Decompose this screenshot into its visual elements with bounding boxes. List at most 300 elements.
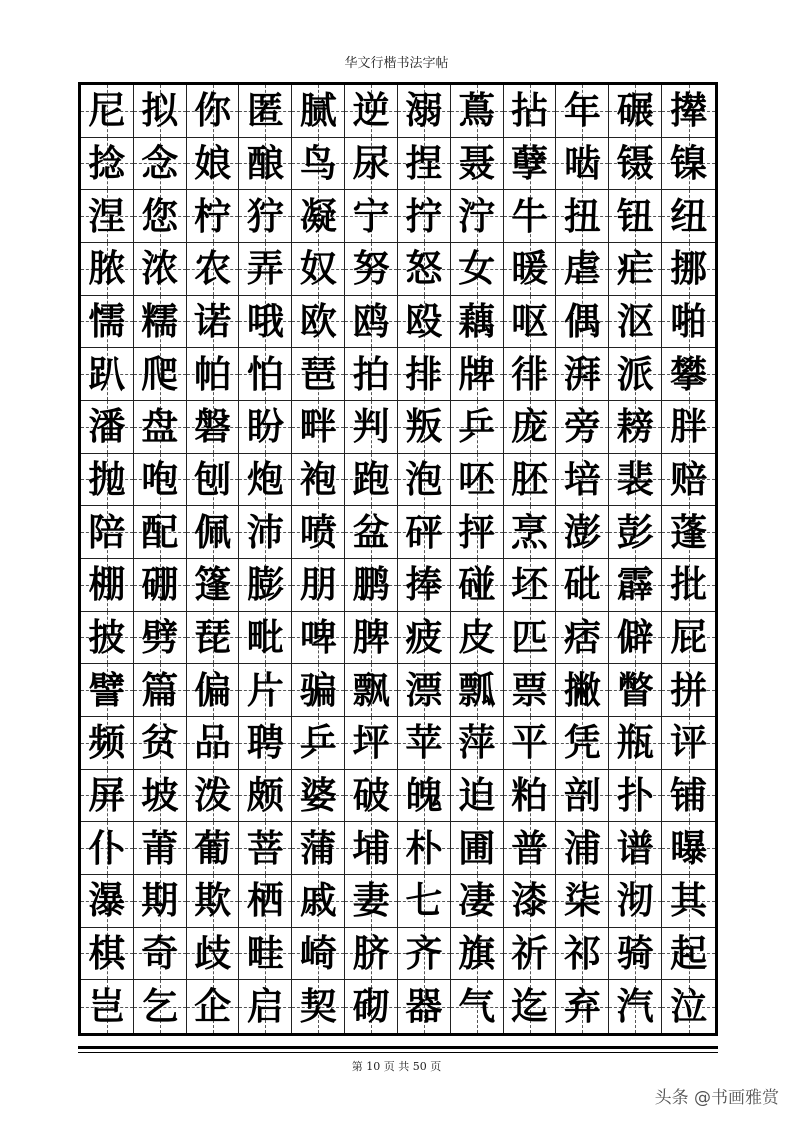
calligraphy-character: 培: [563, 456, 601, 501]
grid-cell: [81, 770, 134, 823]
grid-cell: [134, 85, 187, 138]
grid-cell: [345, 506, 398, 559]
grid-cell: [81, 454, 134, 507]
calligraphy-character: 镍: [670, 140, 708, 185]
grid-cell: [134, 243, 187, 296]
calligraphy-character: 湃: [563, 351, 601, 396]
calligraphy-character: 跑: [352, 456, 390, 501]
grid-cell: [187, 664, 240, 717]
calligraphy-character: 篷: [194, 562, 232, 607]
grid-cell: [239, 717, 292, 770]
grid-cell: [609, 454, 662, 507]
calligraphy-character: 盘: [141, 404, 179, 449]
grid-cell: [239, 875, 292, 928]
grid-cell: [292, 506, 345, 559]
calligraphy-character: 砰: [405, 509, 443, 554]
grid-cell: [239, 348, 292, 401]
calligraphy-character: 魄: [405, 772, 443, 817]
grid-cell: [292, 664, 345, 717]
grid-cell: [609, 717, 662, 770]
calligraphy-character: 盆: [352, 509, 390, 554]
grid-cell: [398, 928, 451, 981]
grid-cell: [239, 612, 292, 665]
grid-cell: [292, 85, 345, 138]
grid-cell: [398, 190, 451, 243]
grid-cell: [81, 717, 134, 770]
calligraphy-character: 孽: [511, 140, 549, 185]
grid-cell: [134, 822, 187, 875]
calligraphy-character: 起: [670, 930, 708, 975]
grid-cell: [662, 85, 715, 138]
calligraphy-character: 迫: [458, 772, 496, 817]
calligraphy-character: 弃: [563, 984, 601, 1029]
grid-cell: [398, 401, 451, 454]
grid-cell: [292, 401, 345, 454]
calligraphy-character: 你: [194, 88, 232, 133]
grid-cell: [504, 717, 557, 770]
calligraphy-character: 疲: [405, 614, 443, 659]
grid-cell: [134, 612, 187, 665]
grid-cell: [556, 401, 609, 454]
grid-cell: [662, 506, 715, 559]
grid-cell: [609, 243, 662, 296]
grid-cell: [81, 296, 134, 349]
calligraphy-character: 盼: [246, 404, 284, 449]
calligraphy-character: 仆: [88, 825, 126, 870]
calligraphy-character: 牛: [511, 193, 549, 238]
grid-cell: [609, 401, 662, 454]
grid-cell: [609, 138, 662, 191]
calligraphy-character: 脐: [352, 930, 390, 975]
calligraphy-character: 碾: [616, 88, 654, 133]
grid-cell: [345, 612, 398, 665]
calligraphy-character: 棚: [88, 562, 126, 607]
calligraphy-character: 咆: [141, 456, 179, 501]
grid-cell: [134, 190, 187, 243]
grid-cell: [81, 85, 134, 138]
grid-cell: [345, 717, 398, 770]
grid-cell: [398, 506, 451, 559]
grid-cell: [134, 770, 187, 823]
calligraphy-character: 澎: [563, 509, 601, 554]
calligraphy-character: 平: [511, 720, 549, 765]
calligraphy-character: 匹: [511, 614, 549, 659]
calligraphy-character: 气: [458, 984, 496, 1029]
grid-cell: [292, 243, 345, 296]
calligraphy-character: 琵: [194, 614, 232, 659]
calligraphy-character: 尼: [88, 88, 126, 133]
calligraphy-character: 歧: [194, 930, 232, 975]
calligraphy-character: 泡: [405, 456, 443, 501]
grid-cell: [345, 296, 398, 349]
grid-cell: [81, 980, 134, 1033]
calligraphy-character: 女: [458, 246, 496, 291]
calligraphy-character: 捻: [88, 140, 126, 185]
calligraphy-character: 企: [194, 984, 232, 1029]
grid-cell: [451, 770, 504, 823]
calligraphy-character: 裴: [616, 456, 654, 501]
grid-cell: [134, 138, 187, 191]
grid-cell: [187, 85, 240, 138]
grid-cell: [292, 559, 345, 612]
grid-cell: [239, 928, 292, 981]
calligraphy-character: 叛: [405, 404, 443, 449]
calligraphy-character: 泞: [458, 193, 496, 238]
grid-cell: [451, 875, 504, 928]
calligraphy-character: 捏: [405, 140, 443, 185]
calligraphy-character: 努: [352, 246, 390, 291]
grid-cell: [345, 348, 398, 401]
calligraphy-character: 碰: [458, 562, 496, 607]
grid-cell: [662, 770, 715, 823]
calligraphy-character: 鸥: [352, 298, 390, 343]
calligraphy-character: 刨: [194, 456, 232, 501]
grid-cell: [556, 190, 609, 243]
grid-cell: [451, 664, 504, 717]
grid-cell: [292, 612, 345, 665]
calligraphy-character: 拟: [141, 88, 179, 133]
calligraphy-character: 暖: [511, 246, 549, 291]
calligraphy-character: 炮: [246, 456, 284, 501]
calligraphy-character: 批: [670, 562, 708, 607]
grid-cell: [239, 664, 292, 717]
calligraphy-character: 喷: [299, 509, 337, 554]
grid-cell: [187, 348, 240, 401]
calligraphy-character: 蒲: [299, 825, 337, 870]
calligraphy-character: 启: [246, 984, 284, 1029]
calligraphy-character: 欺: [194, 878, 232, 923]
grid-cell: [187, 401, 240, 454]
grid-cell: [662, 928, 715, 981]
grid-cell: [187, 875, 240, 928]
calligraphy-character: 铺: [670, 772, 708, 817]
calligraphy-character: 屁: [670, 614, 708, 659]
calligraphy-character: 徘: [511, 351, 549, 396]
grid-cell: [609, 559, 662, 612]
grid-cell: [556, 980, 609, 1033]
calligraphy-character: 糯: [141, 298, 179, 343]
grid-cell: [292, 822, 345, 875]
calligraphy-character: 聘: [246, 720, 284, 765]
grid-cell: [451, 85, 504, 138]
calligraphy-character: 拧: [405, 193, 443, 238]
calligraphy-character: 戚: [299, 878, 337, 923]
grid-cell: [609, 506, 662, 559]
calligraphy-character: 婆: [299, 772, 337, 817]
calligraphy-character: 念: [141, 140, 179, 185]
grid-cell: [81, 348, 134, 401]
grid-cell: [345, 243, 398, 296]
grid-cell: [345, 559, 398, 612]
calligraphy-character: 瀑: [88, 878, 126, 923]
grid-cell: [451, 296, 504, 349]
grid-cell: [451, 559, 504, 612]
grid-cell: [292, 138, 345, 191]
calligraphy-character: 拼: [670, 667, 708, 712]
grid-cell: [451, 190, 504, 243]
grid-cell: [504, 454, 557, 507]
grid-cell: [451, 243, 504, 296]
calligraphy-character: 萍: [458, 720, 496, 765]
grid-cell: [504, 875, 557, 928]
calligraphy-character: 譬: [88, 667, 126, 712]
grid-cell: [451, 506, 504, 559]
calligraphy-character: 啮: [563, 140, 601, 185]
calligraphy-character: 奴: [299, 246, 337, 291]
grid-cell: [609, 928, 662, 981]
grid-cell: [81, 243, 134, 296]
calligraphy-character: 瓢: [458, 667, 496, 712]
calligraphy-character: 怒: [405, 246, 443, 291]
grid-cell: [662, 296, 715, 349]
grid-cell: [662, 664, 715, 717]
grid-cell: [662, 454, 715, 507]
calligraphy-character: 菩: [246, 825, 284, 870]
grid-cell: [556, 243, 609, 296]
calligraphy-character: 趴: [88, 351, 126, 396]
calligraphy-character: 贫: [141, 720, 179, 765]
grid-cell: [134, 506, 187, 559]
grid-cell: [662, 717, 715, 770]
calligraphy-character: 撇: [563, 667, 601, 712]
calligraphy-character: 颇: [246, 772, 284, 817]
grid-cell: [187, 243, 240, 296]
calligraphy-character: 抨: [458, 509, 496, 554]
calligraphy-character: 狞: [246, 193, 284, 238]
grid-cell: [398, 822, 451, 875]
grid-cell: [81, 506, 134, 559]
calligraphy-character: 漆: [511, 878, 549, 923]
grid-cell: [609, 612, 662, 665]
grid-cell: [345, 85, 398, 138]
grid-cell: [451, 454, 504, 507]
calligraphy-character: 赔: [670, 456, 708, 501]
grid-cell: [81, 612, 134, 665]
calligraphy-character: 乒: [458, 404, 496, 449]
grid-cell: [662, 822, 715, 875]
calligraphy-character: 祁: [563, 930, 601, 975]
grid-cell: [504, 506, 557, 559]
grid-cell: [556, 348, 609, 401]
grid-cell: [504, 85, 557, 138]
calligraphy-character: 抛: [88, 456, 126, 501]
grid-cell: [239, 401, 292, 454]
calligraphy-character: 其: [670, 878, 708, 923]
grid-cell: [292, 717, 345, 770]
calligraphy-character: 啤: [299, 614, 337, 659]
calligraphy-character: 佩: [194, 509, 232, 554]
grid-cell: [609, 770, 662, 823]
grid-cell: [504, 559, 557, 612]
grid-cell: [239, 190, 292, 243]
grid-cell: [239, 243, 292, 296]
grid-cell: [134, 717, 187, 770]
calligraphy-character: 柠: [194, 193, 232, 238]
grid-cell: [239, 980, 292, 1033]
grid-cell: [451, 612, 504, 665]
grid-cell: [345, 875, 398, 928]
grid-cell: [292, 454, 345, 507]
calligraphy-character: 砒: [563, 562, 601, 607]
calligraphy-character: 凝: [299, 193, 337, 238]
grid-cell: [345, 454, 398, 507]
footer-divider-thin: [78, 1052, 718, 1053]
calligraphy-character: 毗: [246, 614, 284, 659]
grid-cell: [556, 822, 609, 875]
grid-cell: [609, 348, 662, 401]
grid-cell: [187, 190, 240, 243]
calligraphy-character: 弄: [246, 246, 284, 291]
calligraphy-character: 虐: [563, 246, 601, 291]
grid-cell: [345, 928, 398, 981]
grid-cell: [556, 138, 609, 191]
grid-cell: [504, 348, 557, 401]
grid-cell: [662, 401, 715, 454]
calligraphy-character: 谱: [616, 825, 654, 870]
page-title: 华文行楷书法字帖: [344, 56, 449, 71]
calligraphy-character: 扑: [616, 772, 654, 817]
calligraphy-character: 朋: [299, 562, 337, 607]
grid-cell: [504, 190, 557, 243]
grid-cell: [609, 85, 662, 138]
calligraphy-character: 涅: [88, 193, 126, 238]
calligraphy-character: 您: [141, 193, 179, 238]
grid-cell: [292, 928, 345, 981]
calligraphy-character: 皮: [458, 614, 496, 659]
grid-cell: [134, 875, 187, 928]
grid-cell: [81, 875, 134, 928]
calligraphy-character: 坡: [141, 772, 179, 817]
calligraphy-character: 殴: [405, 298, 443, 343]
grid-cell: [292, 190, 345, 243]
calligraphy-character: 瓶: [616, 720, 654, 765]
grid-cell: [398, 664, 451, 717]
calligraphy-character: 判: [352, 404, 390, 449]
grid-cell: [609, 190, 662, 243]
calligraphy-character: 镊: [616, 140, 654, 185]
calligraphy-character: 浦: [563, 825, 601, 870]
grid-cell: [504, 243, 557, 296]
grid-cell: [609, 980, 662, 1033]
calligraphy-character: 配: [141, 509, 179, 554]
calligraphy-character: 偶: [563, 298, 601, 343]
grid-cell: [662, 612, 715, 665]
grid-cell: [556, 454, 609, 507]
grid-cell: [609, 296, 662, 349]
calligraphy-character: 漂: [405, 667, 443, 712]
calligraphy-character: 攀: [670, 351, 708, 396]
calligraphy-character: 泼: [194, 772, 232, 817]
calligraphy-character: 呕: [511, 298, 549, 343]
calligraphy-character: 崎: [299, 930, 337, 975]
calligraphy-character: 年: [563, 88, 601, 133]
calligraphy-character: 逆: [352, 88, 390, 133]
calligraphy-character: 旗: [458, 930, 496, 975]
grid-cell: [81, 928, 134, 981]
grid-cell: [556, 875, 609, 928]
grid-cell: [556, 664, 609, 717]
source-watermark: 头条 @书画雅赏: [654, 1088, 779, 1108]
calligraphy-character: 潘: [88, 404, 126, 449]
calligraphy-character: 浓: [141, 246, 179, 291]
calligraphy-character: 诺: [194, 298, 232, 343]
grid-cell: [662, 190, 715, 243]
calligraphy-character: 沏: [616, 878, 654, 923]
grid-cell: [398, 875, 451, 928]
grid-cell: [345, 770, 398, 823]
calligraphy-character: 坯: [511, 562, 549, 607]
footer-divider-thick: [78, 1046, 718, 1049]
grid-cell: [187, 980, 240, 1033]
grid-cell: [398, 296, 451, 349]
calligraphy-character: 帕: [194, 351, 232, 396]
calligraphy-character: 排: [405, 351, 443, 396]
grid-cell: [345, 190, 398, 243]
calligraphy-character: 骑: [616, 930, 654, 975]
calligraphy-character: 纽: [670, 193, 708, 238]
grid-cell: [187, 770, 240, 823]
grid-cell: [556, 928, 609, 981]
calligraphy-character: 品: [194, 720, 232, 765]
calligraphy-character: 披: [88, 614, 126, 659]
calligraphy-character: 屏: [88, 772, 126, 817]
grid-cell: [292, 770, 345, 823]
grid-cell: [451, 822, 504, 875]
grid-cell: [187, 928, 240, 981]
calligraphy-character: 农: [194, 246, 232, 291]
calligraphy-character: 圃: [458, 825, 496, 870]
calligraphy-character: 彭: [616, 509, 654, 554]
calligraphy-character: 霹: [616, 562, 654, 607]
calligraphy-character: 胖: [670, 404, 708, 449]
calligraphy-character: 乞: [141, 984, 179, 1029]
grid-cell: [556, 506, 609, 559]
calligraphy-character: 期: [141, 878, 179, 923]
grid-cell: [81, 138, 134, 191]
calligraphy-character: 破: [352, 772, 390, 817]
grid-cell: [134, 928, 187, 981]
grid-cell: [134, 980, 187, 1033]
calligraphy-character: 欧: [299, 298, 337, 343]
grid-cell: [345, 138, 398, 191]
calligraphy-character: 妻: [352, 878, 390, 923]
calligraphy-character: 腻: [299, 88, 337, 133]
grid-cell: [662, 875, 715, 928]
grid-cell: [81, 822, 134, 875]
calligraphy-character: 栖: [246, 878, 284, 923]
calligraphy-character: 粕: [511, 772, 549, 817]
grid-cell: [504, 770, 557, 823]
grid-cell: [239, 85, 292, 138]
grid-cell: [504, 822, 557, 875]
grid-cell: [398, 138, 451, 191]
grid-cell: [187, 717, 240, 770]
calligraphy-character: 尿: [352, 140, 390, 185]
calligraphy-character: 撵: [670, 88, 708, 133]
calligraphy-character: 派: [616, 351, 654, 396]
calligraphy-character: 剖: [563, 772, 601, 817]
calligraphy-character: 庞: [511, 404, 549, 449]
calligraphy-character: 票: [511, 667, 549, 712]
grid-cell: [662, 980, 715, 1033]
grid-cell: [398, 559, 451, 612]
calligraphy-character: 鸟: [299, 140, 337, 185]
calligraphy-character: 琶: [299, 351, 337, 396]
grid-cell: [81, 401, 134, 454]
grid-cell: [239, 138, 292, 191]
grid-cell: [398, 717, 451, 770]
grid-cell: [398, 243, 451, 296]
